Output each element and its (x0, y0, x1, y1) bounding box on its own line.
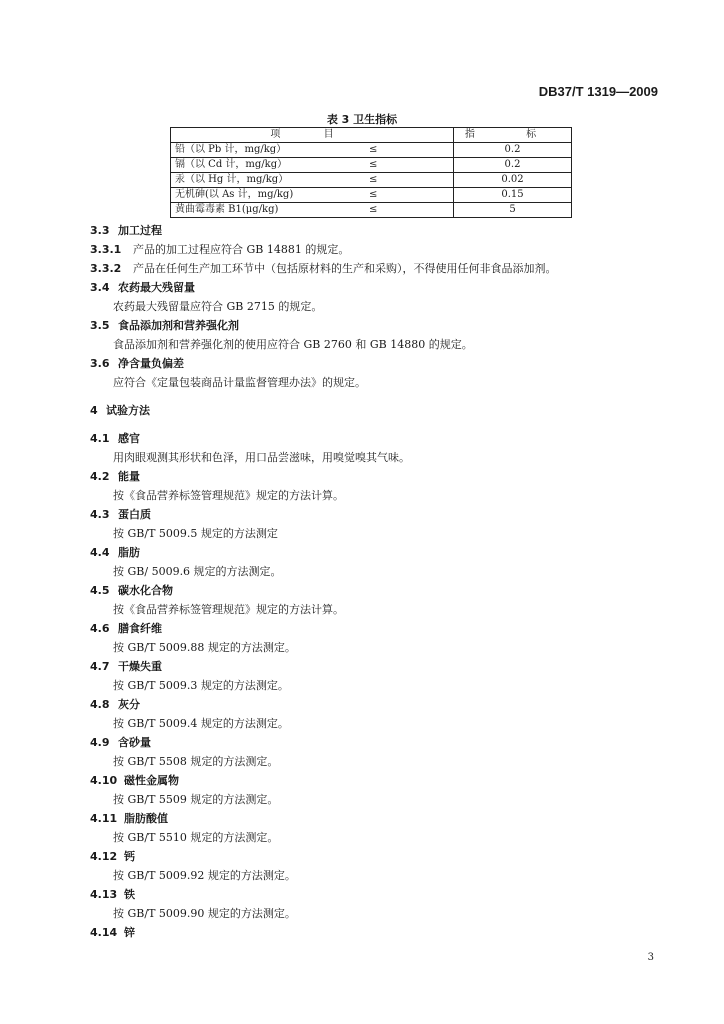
section-body-4-13: 按 GB/T 5009.90 规定的方法测定。 (113, 907, 296, 920)
column-header-index: 指 标 (454, 128, 572, 143)
section-heading-4-5: 4.5 碳水化合物 (90, 584, 173, 597)
section-body-4-7: 按 GB/T 5009.3 规定的方法测定。 (113, 679, 289, 692)
section-body-4-11: 按 GB/T 5510 规定的方法测定。 (113, 831, 279, 844)
section-body-4-6: 按 GB/T 5009.88 规定的方法测定。 (113, 641, 296, 654)
section-heading-3-3: 3.3 加工过程 (90, 224, 162, 237)
section-body-4-4: 按 GB/ 5009.6 规定的方法测定。 (113, 565, 282, 578)
table-cell-item: 黄曲霉毒素 B1(μg/kg) (171, 203, 366, 218)
table-cell-item: 铅（以 Pb 计，mg/kg） (171, 143, 366, 158)
table-cell-value: 0.2 (454, 143, 572, 158)
section-heading-4-10: 4.10 磁性金属物 (90, 774, 179, 787)
section-heading-3-5: 3.5 食品添加剂和营养强化剂 (90, 319, 239, 332)
section-body-4-10: 按 GB/T 5509 规定的方法测定。 (113, 793, 279, 806)
section-body-4-2: 按《食品营养标签管理规范》规定的方法计算。 (113, 489, 344, 502)
table-row (171, 143, 572, 158)
section-body-4-1: 用肉眼观测其形状和色泽，用口品尝滋味，用嗅觉嗅其气味。 (113, 451, 410, 464)
page-number: 3 (647, 952, 654, 963)
section-heading-4-11: 4.11 脂肪酸值 (90, 812, 168, 825)
section-heading-4-13: 4.13 铁 (90, 888, 135, 901)
clause-3-3-2: 3.3.2 产品在任何生产加工环节中（包括原材料的生产和采购），不得使用任何非食品添加剂。 (90, 262, 557, 275)
section-body-3-4: 农药最大残留量应符合 GB 2715 的规定。 (113, 300, 323, 313)
table-cell-item: 镉（以 Cd 计，mg/kg） (171, 158, 366, 173)
table-row (171, 173, 572, 188)
table-cell-operator: ≤ (365, 173, 454, 188)
table-cell-value: 0.02 (454, 173, 572, 188)
table-caption: 表 3 卫生指标 (326, 113, 398, 126)
table-cell-value: 0.2 (454, 158, 572, 173)
table-header-row (171, 128, 572, 143)
section-heading-4-4: 4.4 脂肪 (90, 546, 140, 559)
clause-3-3-1: 3.3.1 产品的加工过程应符合 GB 14881 的规定。 (90, 243, 350, 256)
table-row (171, 188, 572, 203)
document-code: DB37/T 1319—2009 (538, 84, 658, 99)
hygiene-index-table (170, 127, 572, 218)
section-heading-4-9: 4.9 含砂量 (90, 736, 151, 749)
table-cell-item: 无机砷(以 As 计，mg/kg) (171, 188, 366, 203)
table-cell-operator: ≤ (365, 143, 454, 158)
section-heading-4-6: 4.6 膳食纤维 (90, 622, 162, 635)
table-cell-operator: ≤ (365, 203, 454, 218)
table-cell-value: 0.15 (454, 188, 572, 203)
section-body-4-3: 按 GB/T 5009.5 规定的方法测定 (113, 527, 278, 540)
section-heading-3-6: 3.6 净含量负偏差 (90, 357, 184, 370)
table-cell-value: 5 (454, 203, 572, 218)
section-body-3-5: 食品添加剂和营养强化剂的使用应符合 GB 2760 和 GB 14880 的规定。 (113, 338, 473, 351)
section-heading-4-14: 4.14 锌 (90, 926, 135, 939)
section-body-4-12: 按 GB/T 5009.92 规定的方法测定。 (113, 869, 296, 882)
section-heading-4-1: 4.1 感官 (90, 432, 140, 445)
section-body-4-9: 按 GB/T 5508 规定的方法测定。 (113, 755, 279, 768)
section-heading-4-7: 4.7 干燥失重 (90, 660, 162, 673)
section-heading-4-3: 4.3 蛋白质 (90, 508, 151, 521)
section-heading-4-8: 4.8 灰分 (90, 698, 140, 711)
table-cell-item: 汞（以 Hg 计，mg/kg） (171, 173, 366, 188)
section-body-4-8: 按 GB/T 5009.4 规定的方法测定。 (113, 717, 289, 730)
column-header-item: 项 目 (171, 128, 454, 143)
section-body-3-6: 应符合《定量包装商品计量监督管理办法》的规定。 (113, 376, 366, 389)
table-cell-operator: ≤ (365, 188, 454, 203)
chapter-heading-4: 4 试验方法 (90, 404, 150, 417)
table-row (171, 158, 572, 173)
section-heading-4-2: 4.2 能量 (90, 470, 140, 483)
table-row (171, 203, 572, 218)
section-heading-3-4: 3.4 农药最大残留量 (90, 281, 195, 294)
section-heading-4-12: 4.12 钙 (90, 850, 135, 863)
table-cell-operator: ≤ (365, 158, 454, 173)
section-body-4-5: 按《食品营养标签管理规范》规定的方法计算。 (113, 603, 344, 616)
